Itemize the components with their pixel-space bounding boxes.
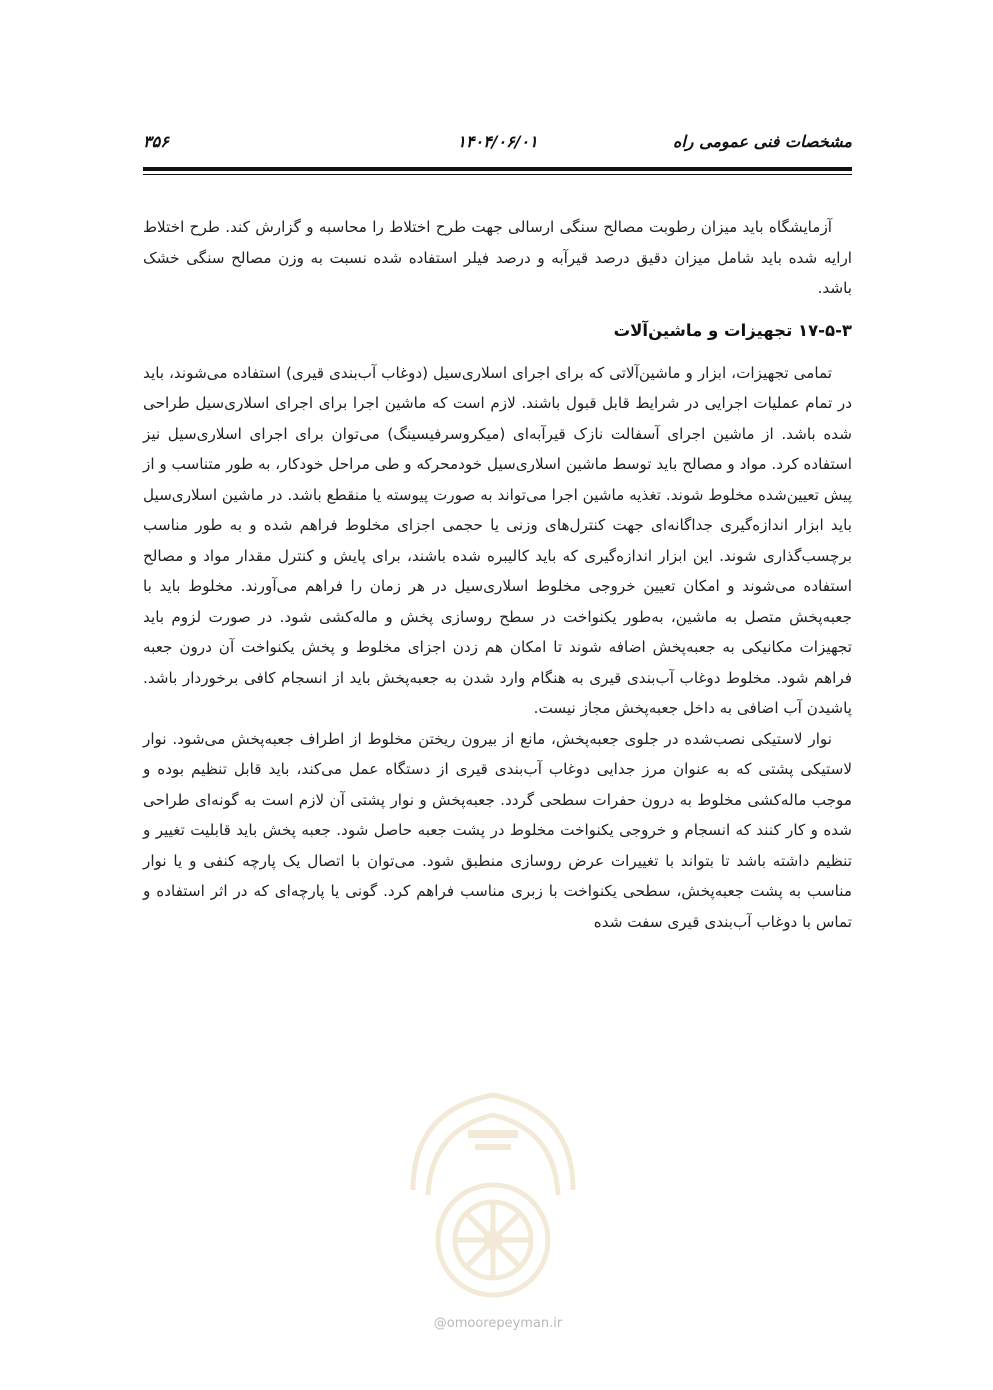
- header-rule-thick: [143, 167, 852, 171]
- running-header: [143, 132, 852, 160]
- header-date: ۱۴۰۴/۰۶/۰۱: [457, 132, 538, 151]
- paragraph-equipment: تمامی تجهیزات، ابزار و ماشین‌آلاتی که برای اجرای اسلاری‌سیل (دوغاب آب‌بندی قیری) استفاده می‌شوند، باید در تمام عملیات اجرایی در شرایط قابل قبول باشند. لازم است که ماشین اجرا برای اجرای اسلاری‌سیل طراحی شده باشد. از ماشین اجرای آسفالت نازک قیرآبه‌ای (میکروسرفیسینگ) می‌توان برای اجرای اسلاری‌سیل نیز استفاده کرد. مواد و مصالح باید توسط ماشین اسلاری‌سیل خودمحرکه و طی مراحل خودکار، به طور متناسب و از پیش تعیین‌شده مخلوط شوند. تغذیه ماشین اجرا می‌تواند به صورت پیوسته یا منقطع باشد. در ماشین اسلاری‌سیل باید ابزار اندازه‌گیری جداگانه‌ای جهت کنترل‌های وزنی یا حجمی اجزای مخلوط فراهم شده و به طور مناسب برچسب‌گذاری شوند. این ابزار اندازه‌گیری که باید کالیبره شده باشند، برای پایش و کنترل مقدار مواد و مصالح استفاده می‌شوند و امکان تعیین خروجی مخلوط اسلاری‌سیل در هر زمان را فراهم می‌آورند. مخلوط باید با جعبه‌پخش متصل به ماشین، به‌طور یکنواخت در سطح روسازی پخش و ماله‌کشی شود. در صورت لزوم باید تجهیزات مکانیکی به جعبه‌پخش اضافه شوند تا امکان هم زدن اجزای مخلوط و پخش یکنواخت آن درون جعبه فراهم شود. مخلوط دوغاب آب‌بندی قیری به هنگام وارد شدن به جعبه‌پخش باید از انسجام کافی برخوردار باشد. پاشیدن آب اضافی به داخل جعبه‌پخش مجاز نیست.: [143, 363, 852, 717]
- header-title: مشخصات فنی عمومی راه: [672, 132, 852, 151]
- watermark-logo: [383, 1070, 603, 1320]
- header-rule-thin: [143, 174, 852, 175]
- section-heading: ۱۷-۵-۳ تجهیزات و ماشین‌آلات: [613, 320, 852, 340]
- page-number: ۳۵۶: [143, 132, 169, 151]
- watermark-url: @omoorepeyman.ir: [433, 1316, 563, 1331]
- intro-paragraph: آزمایشگاه باید میزان رطوبت مصالح سنگی ارسالی جهت طرح اختلاط را محاسبه و گزارش کند. طرح اختلاط ارایه شده باید شامل میزان دقیق درصد قیرآبه و درصد فیلر استفاده شده نسبت به وزن مصالح سنگی خشک باشد.: [143, 218, 852, 297]
- paragraph-rubber-strip: نوار لاستیکی نصب‌شده در جلوی جعبه‌پخش، مانع از بیرون ریختن مخلوط از اطراف جعبه‌پخش می‌شود. نوار لاستیکی پشتی که به عنوان مرز جدایی دوغاب آب‌بندی قیری از دستگاه عمل می‌کند، باید قابل تنظیم بوده و موجب ماله‌کشی مخلوط به درون حفرات سطحی گردد. جعبه‌پخش و نوار پشتی آن لازم است به گونه‌ای طراحی شده و کار کنند که انسجام و خروجی یکنواخت مخلوط در پشت جعبه حاصل شود. جعبه پخش باید قابلیت تغییر و تنظیم داشته باشد تا بتواند با تغییرات عرض روسازی منطبق شود. می‌توان با اتصال یک پارچه کنفی و یا نوار مناسب به پشت جعبه‌پخش، سطحی یکنواخت با زبری مناسب فراهم کرد. گونی یا پارچه‌ای که در اثر استفاده و تماس با دوغاب آب‌بندی قیری سفت شده: [143, 729, 852, 931]
- body-text: [143, 212, 852, 937]
